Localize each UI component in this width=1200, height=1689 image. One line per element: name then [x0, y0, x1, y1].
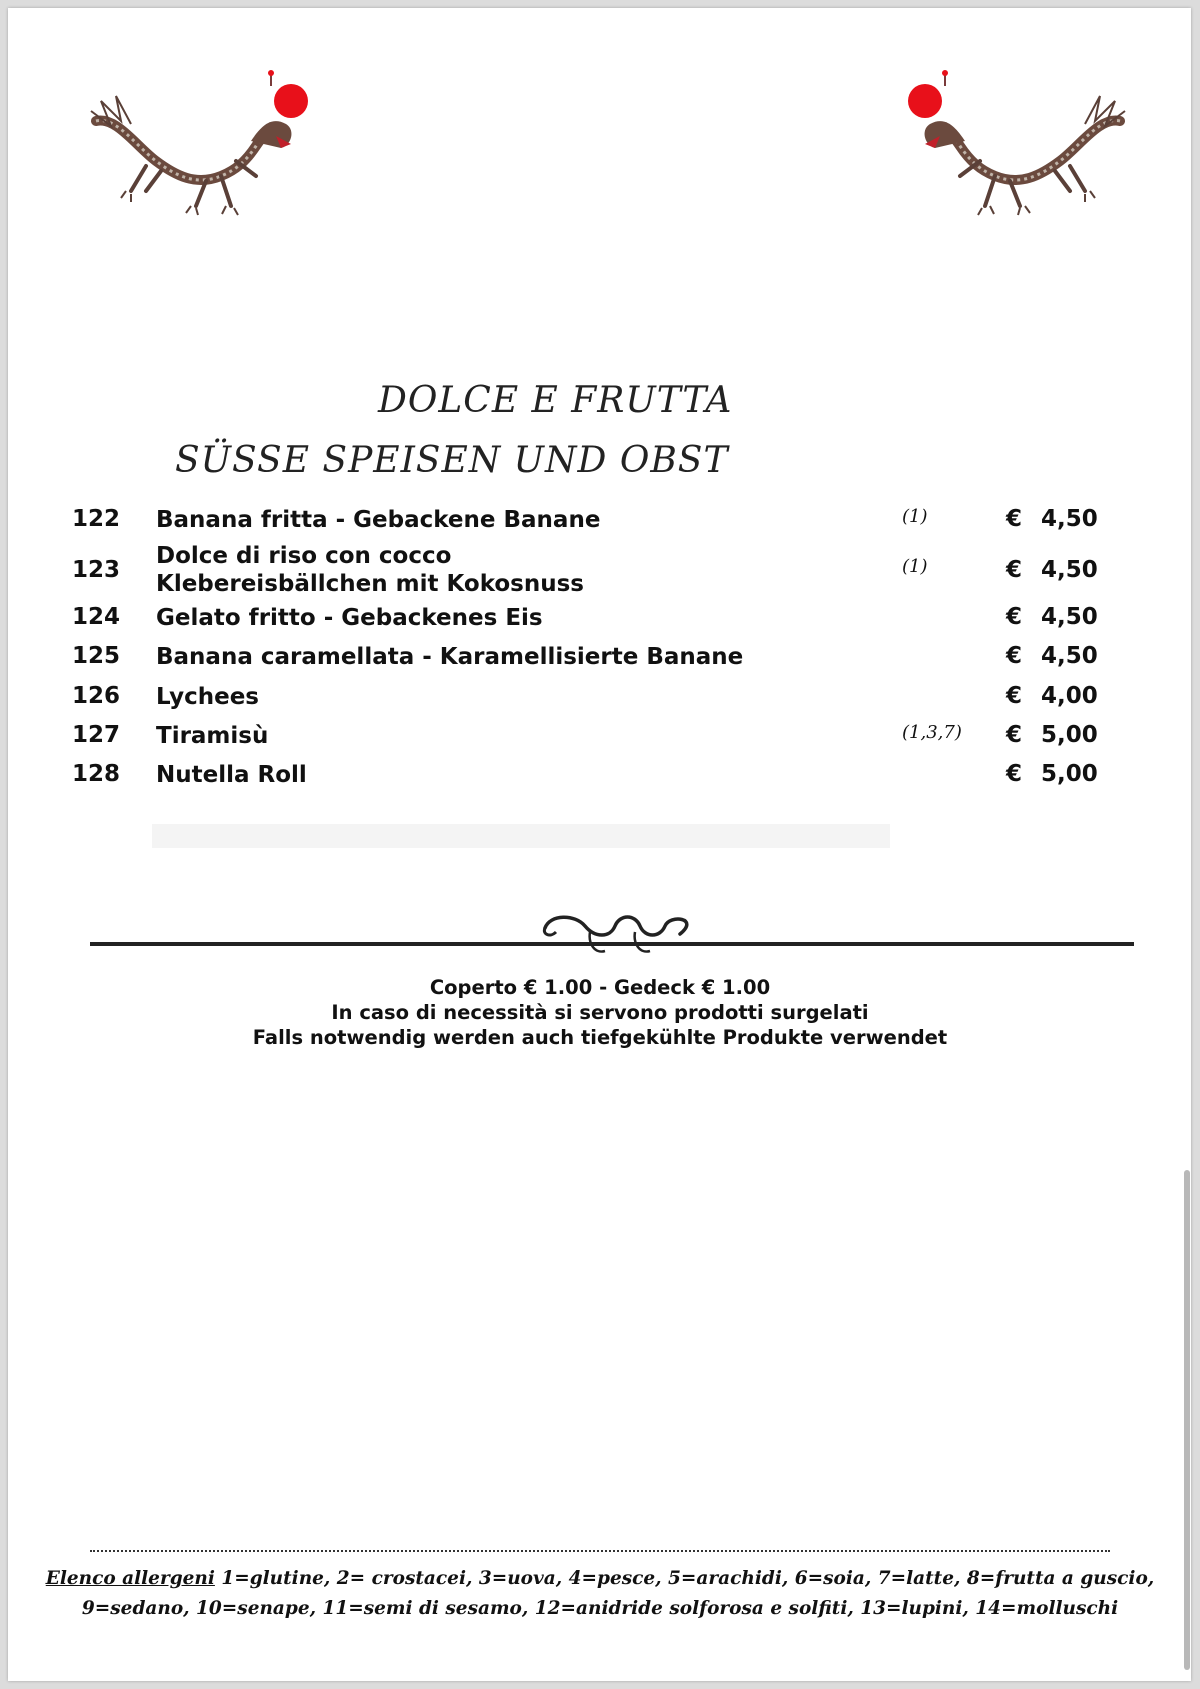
item-number: 124: [72, 604, 121, 630]
menu-item: [72, 680, 1112, 719]
section-title-italian: DOLCE E FRUTTA: [378, 380, 733, 421]
item-allergens: (1): [902, 556, 928, 577]
item-allergens: (1,3,7): [902, 722, 962, 743]
item-name: Nutella Roll: [156, 762, 307, 788]
item-number: 126: [72, 683, 121, 709]
item-name: Gelato fritto - Gebackenes Eis: [156, 605, 543, 631]
item-name: Banana caramellata - Karamellisierte Banane: [156, 644, 744, 670]
item-price: 4,50: [1041, 506, 1098, 532]
item-price: 4,50: [1041, 604, 1098, 630]
item-name: Banana fritta - Gebackene Banane: [156, 507, 601, 533]
item-price: 4,00: [1041, 683, 1098, 709]
currency-symbol: €: [1006, 604, 1023, 630]
item-number: 128: [72, 761, 121, 787]
currency-symbol: €: [1006, 761, 1023, 787]
item-number: 125: [72, 643, 121, 669]
ornamental-divider: [90, 896, 1134, 956]
currency-symbol: €: [1006, 722, 1023, 748]
allergen-legend-label: Elenco allergeni: [45, 1568, 215, 1589]
scrollbar[interactable]: [1184, 1170, 1190, 1670]
service-notes: [0, 975, 1200, 1050]
menu-item: [72, 602, 1112, 641]
cover-charge-text: Coperto € 1.00 - Gedeck € 1.00: [429, 976, 771, 999]
menu-item: [72, 758, 1112, 797]
allergen-legend: [0, 1564, 1200, 1624]
item-name: Tiramisù: [156, 723, 269, 749]
menu-item: [72, 540, 1112, 600]
menu-item: [72, 502, 1112, 540]
item-number: 127: [72, 722, 121, 748]
item-number: 123: [72, 557, 121, 583]
item-price: 4,50: [1041, 557, 1098, 583]
item-name-line2: Klebereisbällchen mit Kokosnuss: [156, 571, 584, 597]
frozen-notice-italian: In caso di necessità si servono prodotti surgelati: [331, 1001, 869, 1024]
menu-list: [72, 502, 1112, 788]
item-price: 4,50: [1041, 643, 1098, 669]
menu-item: [72, 719, 1112, 758]
item-number: 122: [72, 506, 121, 532]
currency-symbol: €: [1006, 506, 1023, 532]
currency-symbol: €: [1006, 557, 1023, 583]
item-price: 5,00: [1041, 722, 1098, 748]
frozen-notice-german: Falls notwendig werden auch tiefgekühlte Produkte verwendet: [252, 1026, 948, 1049]
currency-symbol: €: [1006, 683, 1023, 709]
allergen-legend-line2: 9=sedano, 10=senape, 11=semi di sesamo, 12=anidride solforosa e solfiti, 13=lupini, 14=molluschi: [81, 1598, 1119, 1619]
item-price: 5,00: [1041, 761, 1098, 787]
shaded-band: [152, 824, 890, 848]
currency-symbol: €: [1006, 643, 1023, 669]
item-name-line1: Dolce di riso con cocco: [156, 543, 452, 569]
menu-item: [72, 641, 1112, 680]
item-allergens: (1): [902, 506, 928, 527]
allergen-legend-line1: 1=glutine, 2= crostacei, 3=uova, 4=pesce, 5=arachidi, 6=soia, 7=latte, 8=frutta a guscio,: [214, 1568, 1155, 1589]
dragon-icon: [86, 66, 316, 226]
item-name: Lychees: [156, 684, 259, 710]
section-title-german: SÜSSE SPEISEN UND OBST: [175, 440, 729, 481]
dotted-separator: [90, 1550, 1110, 1552]
dragon-icon: [900, 66, 1130, 226]
